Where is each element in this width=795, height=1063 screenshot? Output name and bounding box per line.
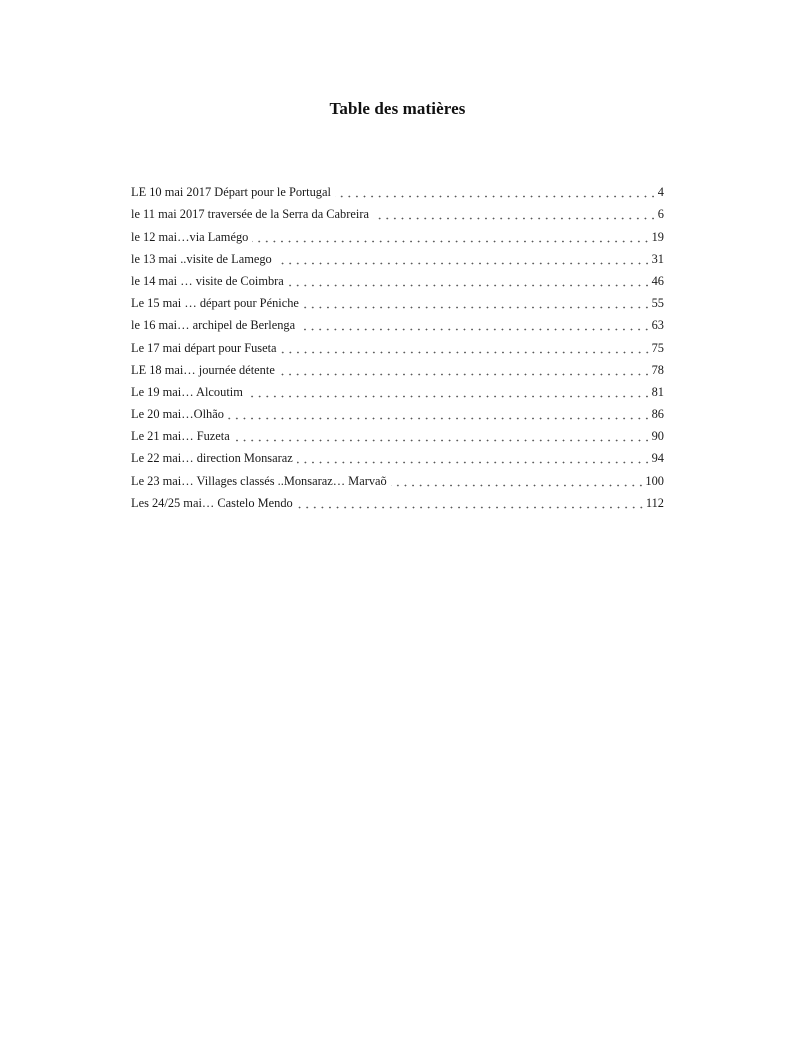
toc-entry-label: le 12 mai…via Lamégo [131,229,252,245]
toc-entry-label: le 16 mai… archipel de Berlenga [131,317,299,333]
toc-entry[interactable] [131,333,664,355]
toc-entry[interactable] [131,311,664,333]
toc-entry[interactable] [131,289,664,311]
dot-leader [297,496,645,509]
toc-entry-label: Le 20 mai…Olhão [131,406,228,422]
dot-leader [234,429,651,442]
dot-leader [335,185,657,198]
dot-leader [391,474,645,487]
toc-entry-label: Le 22 mai… direction Monsaraz [131,450,297,466]
dot-leader [373,207,657,220]
toc-entry-page: 86 [651,407,664,422]
toc-entry-page: 100 [645,473,664,488]
toc-entry[interactable] [131,356,664,378]
dot-leader [288,274,651,287]
dot-leader [299,318,651,331]
toc-entry[interactable] [131,489,664,511]
toc-entry[interactable] [131,267,664,289]
toc-entry-page: 94 [651,451,664,466]
toc-entry-label: le 11 mai 2017 traversée de la Serra da Cabreira [131,206,373,222]
dot-leader [281,341,651,354]
toc-entry-page: 46 [651,273,664,288]
toc-entry-label: Le 21 mai… Fuzeta [131,428,234,444]
toc-entry[interactable] [131,200,664,222]
toc-entry[interactable] [131,378,664,400]
toc-entry-label: Le 23 mai… Villages classés ..Monsaraz… Marvaõ [131,473,391,489]
dot-leader [247,385,651,398]
toc-entry-page: 112 [645,495,664,510]
toc-entry-page: 90 [651,429,664,444]
toc-entry-label: LE 18 mai… journée détente [131,362,279,378]
dot-leader [303,296,651,309]
toc-entry-page: 78 [651,362,664,377]
toc-entry-page: 63 [651,318,664,333]
toc-list [131,178,664,511]
toc-entry[interactable] [131,222,664,244]
toc-entry-page: 75 [651,340,664,355]
dot-leader [276,252,651,265]
dot-leader [252,230,650,243]
dot-leader [279,363,651,376]
toc-entry-page: 31 [651,251,664,266]
toc-entry[interactable] [131,466,664,488]
toc-entry-page: 55 [651,296,664,311]
toc-entry-page: 6 [657,207,664,222]
dot-leader [297,451,651,464]
toc-entry[interactable] [131,178,664,200]
toc-entry[interactable] [131,245,664,267]
toc-entry-page: 81 [651,384,664,399]
toc-entry-label: Le 15 mai … départ pour Péniche [131,295,303,311]
toc-entry-label: le 13 mai ..visite de Lamego [131,251,276,267]
toc-entry[interactable] [131,422,664,444]
toc-entry-label: le 14 mai … visite de Coimbra [131,273,288,289]
toc-entry-label: Le 19 mai… Alcoutim [131,384,247,400]
toc-entry-label: Le 17 mai départ pour Fuseta [131,340,281,356]
toc-entry-page: 4 [657,185,664,200]
toc-entry-label: LE 10 mai 2017 Départ pour le Portugal [131,184,335,200]
toc-entry-page: 19 [651,229,664,244]
toc-entry-label: Les 24/25 mai… Castelo Mendo [131,495,297,511]
toc-title: Table des matières [329,99,466,118]
toc-entry[interactable] [131,400,664,422]
toc-entry[interactable] [131,444,664,466]
dot-leader [228,407,651,420]
